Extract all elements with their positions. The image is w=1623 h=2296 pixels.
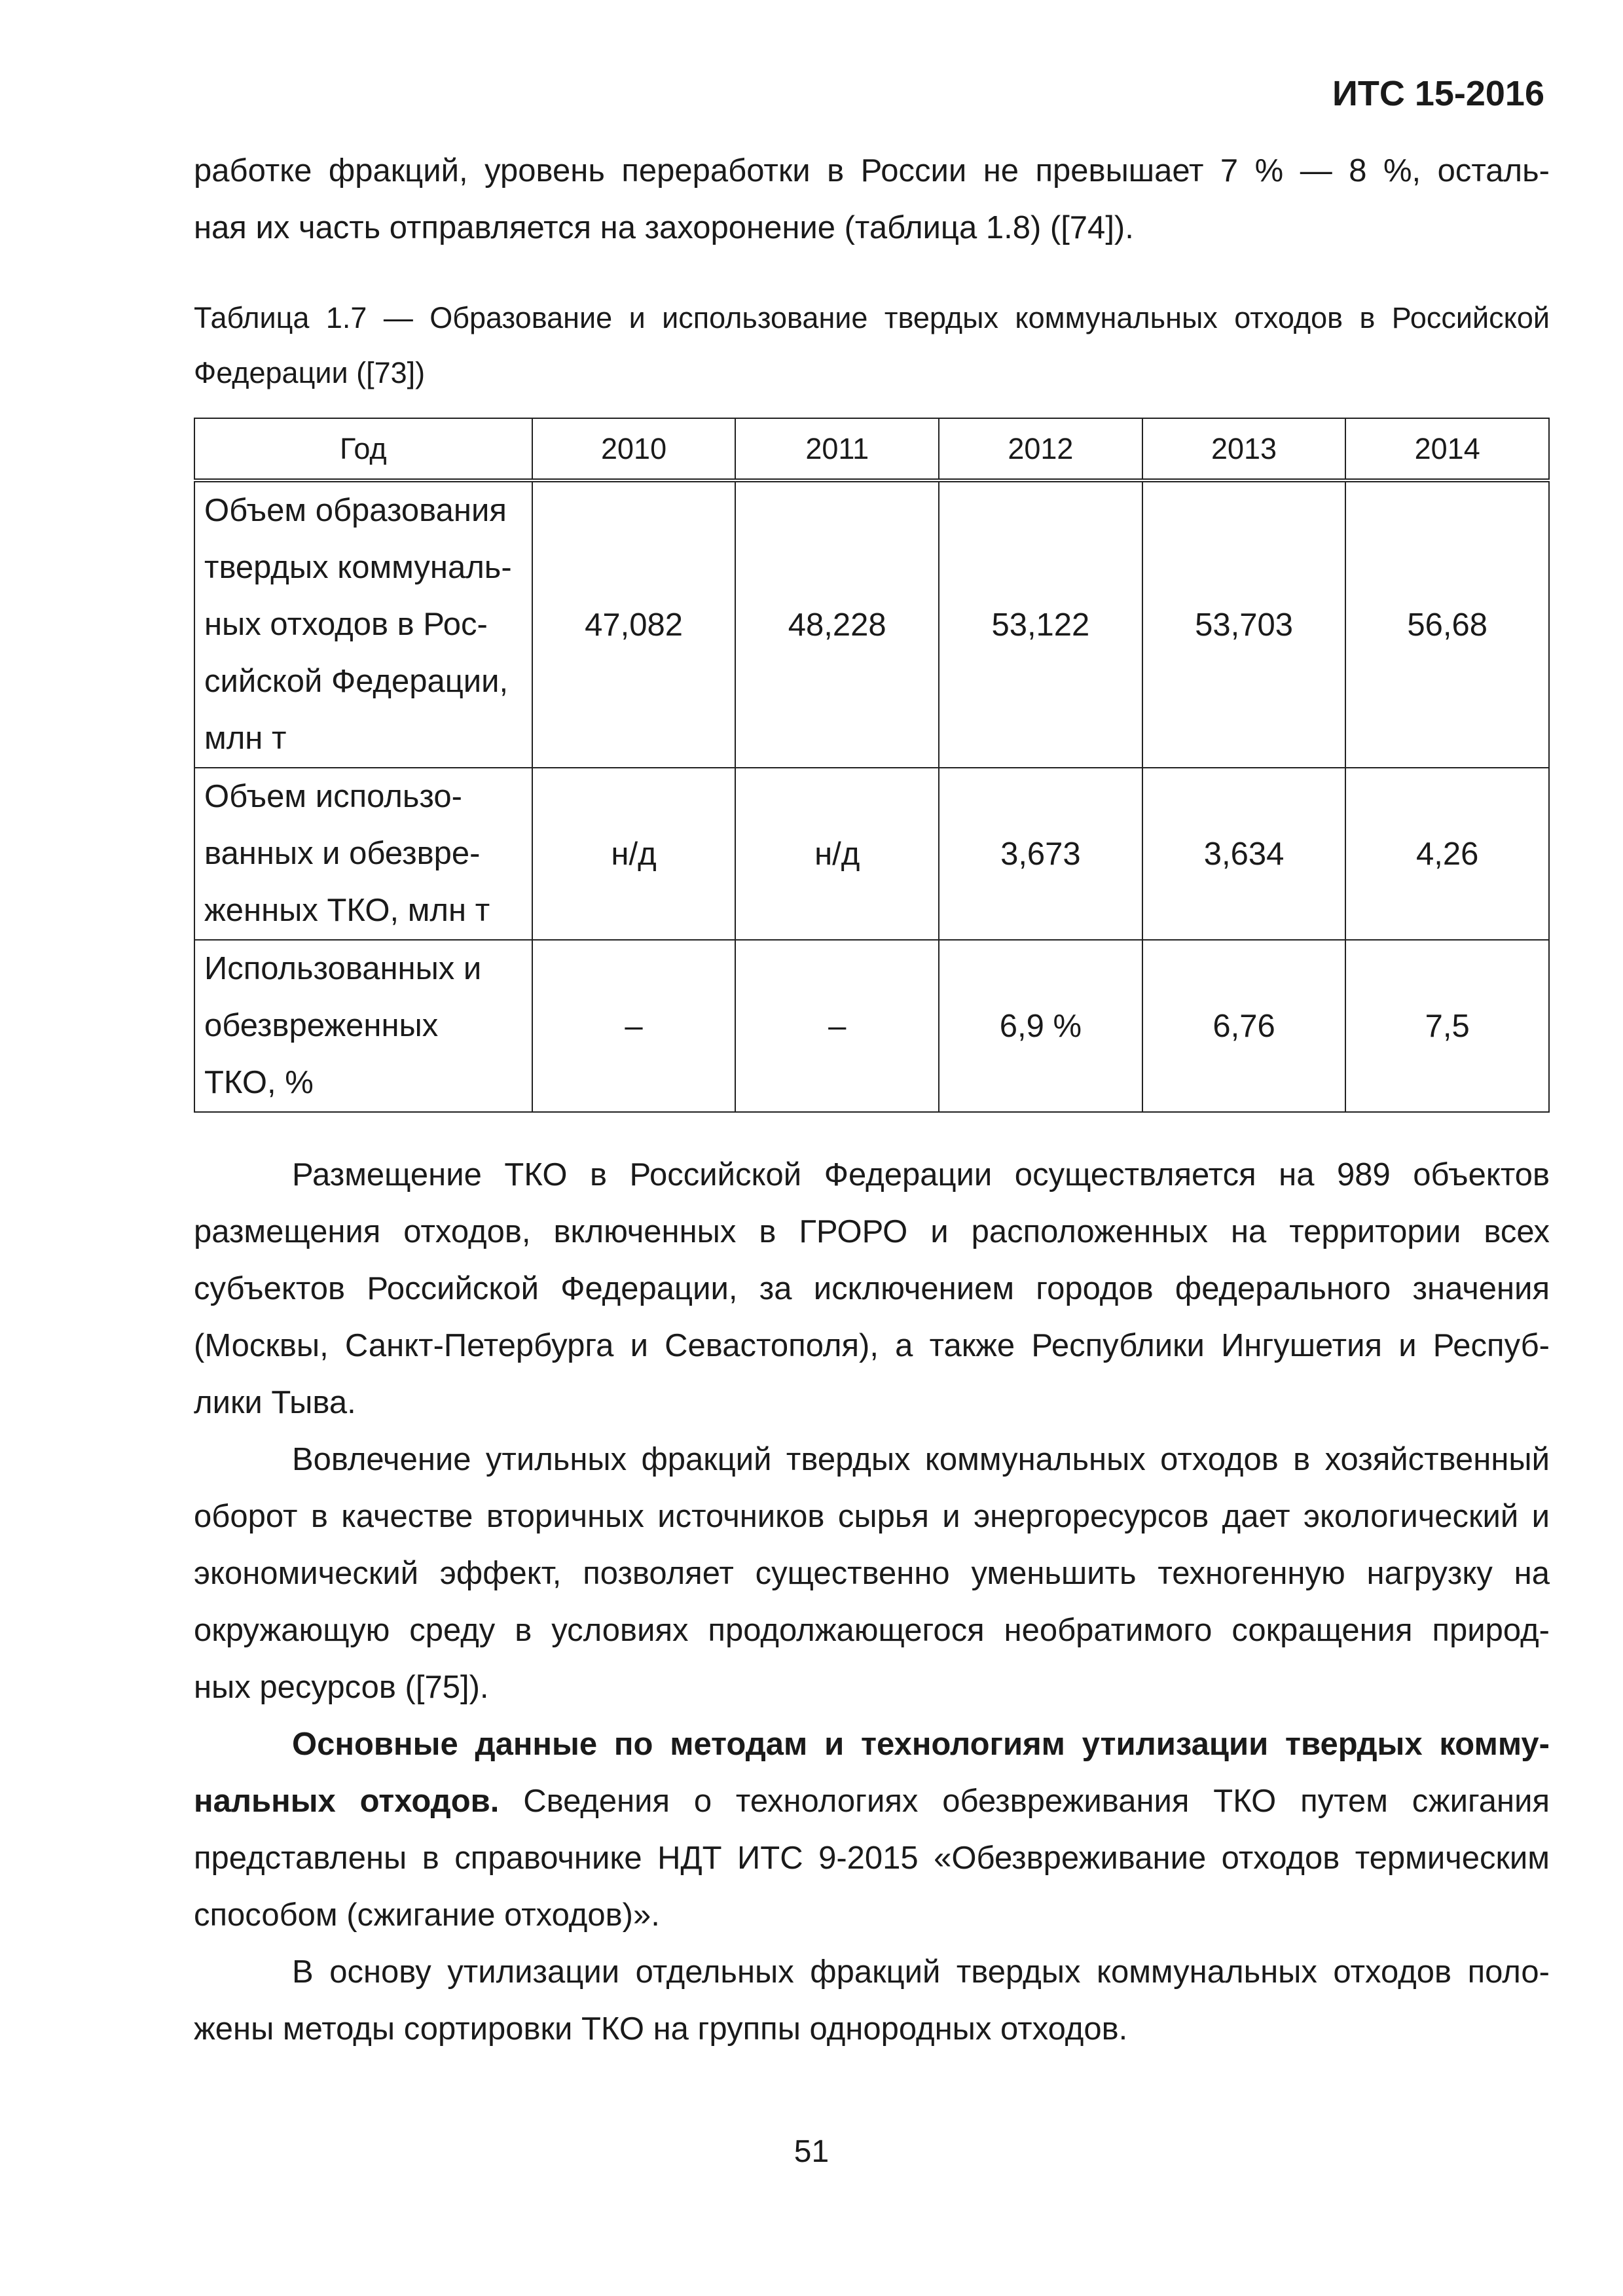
header-cell-2011: 2011 <box>735 418 939 480</box>
row-label-line: сийской Федерации, <box>204 664 509 699</box>
row-label-line: твердых коммуналь- <box>204 550 512 585</box>
text-line: ная их часть отправляется на захоронение (таблица 1.8) ([74]). <box>194 210 1134 245</box>
page-number: 51 <box>793 2134 830 2169</box>
table-caption <box>194 291 1550 401</box>
waste-statistics-table <box>194 418 1550 1113</box>
row-label-line: Объем использо- <box>204 779 462 814</box>
row-label-line: ванных и обезвре- <box>204 836 481 871</box>
text-line: работке фракций, уровень переработки в России не превышает 7 % — 8 %, осталь- <box>194 153 1550 188</box>
table-cell: 6,9 % <box>939 940 1142 1112</box>
table-header-row <box>194 418 1549 480</box>
text-line: лики Тыва. <box>194 1385 356 1420</box>
intro-paragraph <box>194 143 1550 257</box>
table-cell: – <box>532 940 736 1112</box>
caption-line: Федерации ([73]) <box>194 356 426 389</box>
table-cell: 3,673 <box>939 768 1142 940</box>
row-label-line: Объем образования <box>204 493 507 528</box>
header-cell-2010: 2010 <box>532 418 736 480</box>
row-label <box>194 940 532 1112</box>
paragraph-sorting <box>194 1944 1550 2058</box>
table-cell: 47,082 <box>532 480 736 768</box>
row-label-line: млн т <box>204 721 287 756</box>
header-cell-2013: 2013 <box>1142 418 1346 480</box>
table-cell: 3,634 <box>1142 768 1346 940</box>
table-row-generation-volume <box>194 480 1549 768</box>
row-label-line: ТКО, % <box>204 1065 314 1100</box>
text-line: субъектов Российской Федерации, за исключением городов федерального значения <box>194 1271 1550 1306</box>
text-line: окружающую среду в условиях продолжающегося необратимого сокращения природ- <box>194 1613 1550 1648</box>
table-cell: 6,76 <box>1142 940 1346 1112</box>
text-line: оборот в качестве вторичных источников сырья и энергоресурсов дает экологический и <box>194 1499 1550 1534</box>
table-cell: 4,26 <box>1345 768 1549 940</box>
text-line: представлены в справочнике НДТ ИТС 9-2015 «Обезвреживание отходов термическим <box>194 1840 1550 1876</box>
bold-heading-text: нальных отходов. <box>194 1784 500 1819</box>
text-line: ных ресурсов ([75]). <box>194 1670 489 1705</box>
text-line: жены методы сортировки ТКО на группы однородных отходов. <box>194 2011 1128 2047</box>
table-cell: 48,228 <box>735 480 939 768</box>
row-label-line: ных отходов в Рос- <box>204 607 488 642</box>
row-label <box>194 480 532 768</box>
table-cell: 53,122 <box>939 480 1142 768</box>
table-cell: 53,703 <box>1142 480 1346 768</box>
text-line <box>194 1716 1550 1773</box>
text-line: (Москвы, Санкт-Петербурга и Севастополя), а также Республики Ингушетия и Респуб- <box>194 1328 1550 1363</box>
text-line: способом (сжигание отходов)». <box>194 1897 660 1933</box>
table-cell: 7,5 <box>1345 940 1549 1112</box>
text-run: Сведения о технологиях обезвреживания ТКО путем сжигания <box>499 1784 1550 1819</box>
text-line <box>194 1773 1550 1830</box>
document-code-header: ИТС 15-2016 <box>1332 74 1544 113</box>
text-line: Вовлечение утильных фракций твердых коммунальных отходов в хозяйственный <box>292 1442 1550 1477</box>
paragraph-main-data <box>194 1716 1550 1944</box>
header-cell-year: Год <box>194 418 532 480</box>
bold-heading-text: Основные данные по методам и технологиям утилизации твердых комму- <box>292 1727 1550 1762</box>
caption-line: Таблица 1.7 — Образование и использование твердых коммунальных отходов в Российской <box>194 301 1550 334</box>
header-cell-2014: 2014 <box>1345 418 1549 480</box>
row-label <box>194 768 532 940</box>
table-cell: – <box>735 940 939 1112</box>
row-label-line: Использованных и <box>204 951 482 986</box>
text-line: размещения отходов, включенных в ГРОРО и расположенных на территории всех <box>194 1214 1550 1249</box>
table-row-used-volume <box>194 768 1549 940</box>
header-cell-2012: 2012 <box>939 418 1142 480</box>
table-row-used-percent <box>194 940 1549 1112</box>
row-label-line: женных ТКО, млн т <box>204 893 490 928</box>
table-cell: н/д <box>735 768 939 940</box>
paragraph-placement <box>194 1147 1550 1431</box>
text-line: Размещение ТКО в Российской Федерации осуществляется на 989 объектов <box>292 1157 1550 1193</box>
row-label-line: обезвреженных <box>204 1008 439 1043</box>
table-cell: 56,68 <box>1345 480 1549 768</box>
paragraph-involvement <box>194 1431 1550 1716</box>
table-cell: н/д <box>532 768 736 940</box>
text-line: В основу утилизации отдельных фракций твердых коммунальных отходов поло- <box>292 1954 1550 1990</box>
text-line: экономический эффект, позволяет существенно уменьшить техногенную нагрузку на <box>194 1556 1550 1591</box>
